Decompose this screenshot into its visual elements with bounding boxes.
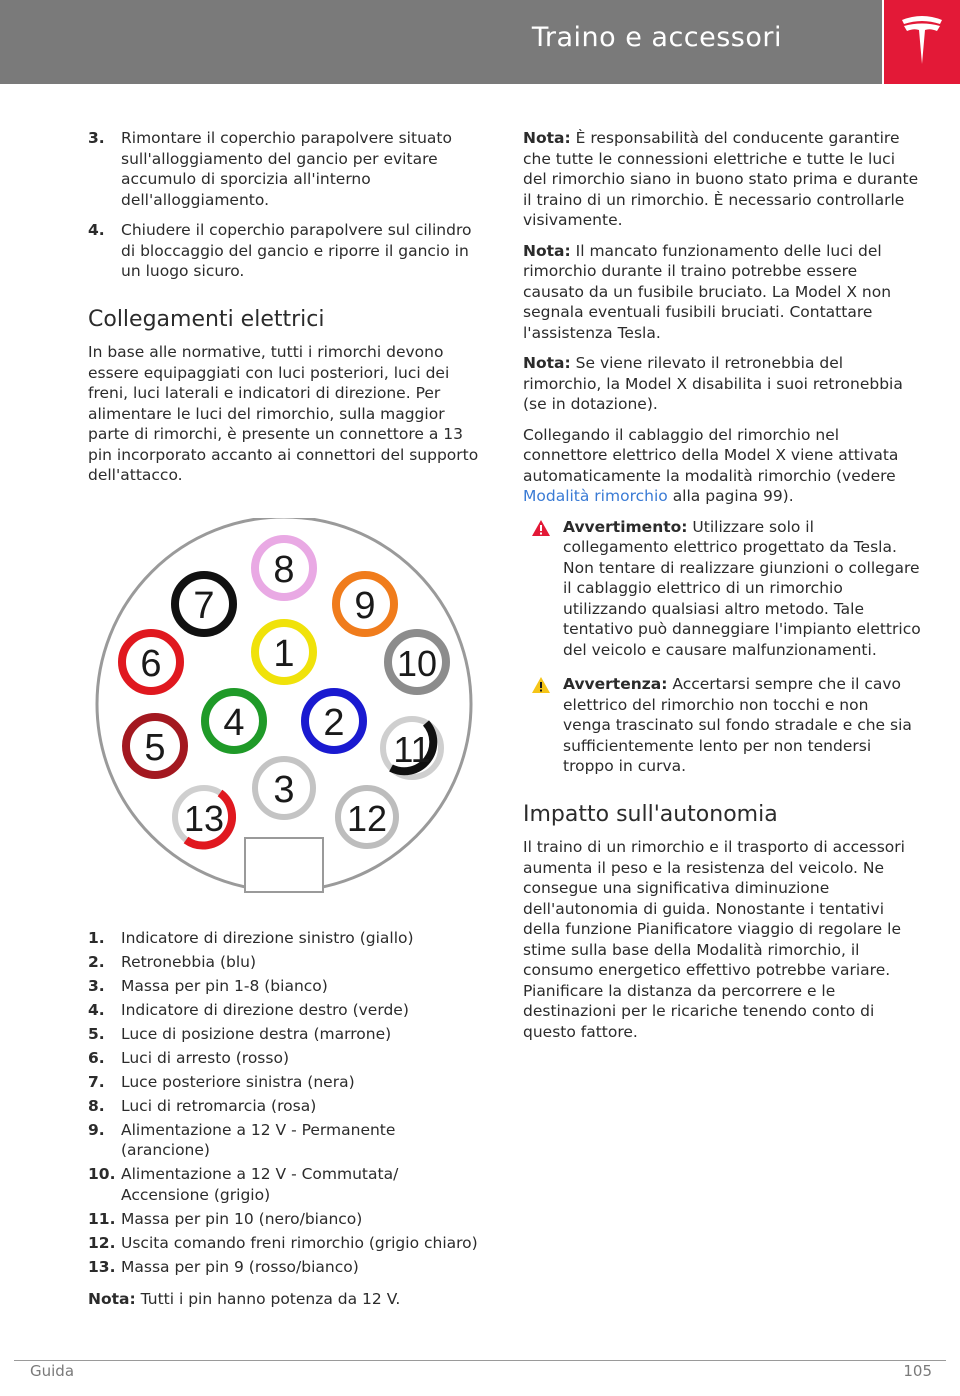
svg-text:1: 1: [273, 632, 295, 675]
pin-4: [205, 692, 263, 750]
step-text: Rimontare il coperchio parapolvere situato sull'alloggiamento del gancio per evitare accumulo di sporcizia all'interno dell'alloggiamento.: [121, 129, 452, 209]
connector-key-notch: [245, 838, 323, 892]
trailer-mode-link[interactable]: Modalità rimorchio: [523, 487, 668, 505]
electrical-intro: In base alle normative, tutti i rimorchi devono essere equipaggiati con luci posteriori, luci dei freni, luci laterali e indicatori di direzione. Per alimentare le luci del rimorchio, sulla maggior parte di rimorchi, è presente un connettore a 13 pin incorporato accanto ai connettori del supporto dell'attacco.: [88, 343, 479, 484]
pin-2: [305, 692, 363, 750]
svg-text:7: 7: [193, 584, 215, 627]
section-heading-range: Impatto sull'autonomia: [523, 801, 778, 827]
svg-text:6: 6: [140, 642, 162, 685]
list-item: 6. Luci di arresto (rosso): [88, 1048, 289, 1067]
svg-text:12: 12: [346, 797, 388, 839]
page-section-title: Traino e accessori: [531, 22, 782, 53]
header-bar: [0, 0, 882, 84]
svg-text:5: 5: [144, 726, 166, 769]
list-item: 5. Luce di posizione destra (marrone): [88, 1024, 392, 1043]
svg-text:10: 10: [396, 642, 438, 684]
pin-6: [122, 633, 180, 691]
list-item: 9. Alimentazione a 12 V - Permanente (arancione): [88, 1120, 396, 1159]
tesla-t-icon: [900, 14, 944, 68]
left-column: [88, 128, 488, 1320]
range-impact-text: Il traino di un rimorchio e il trasporto di accessori aumenta il peso e la resistenza del veicolo. Ne consegue una significativa diminuzione dell'autonomia di guida. Nonostante i tentativi della funzione Pianificatore viaggio di regolare le stime sulla base della Modalità rimorchio, il consumo energetico effettivo potrebbe variare. Pianificare la distanza da percorrere e le destinazioni per le ricariche tenendo conto di questo fattore.: [523, 838, 905, 1041]
connector-13-pin-svg: [88, 518, 488, 902]
warning-icon: [531, 519, 551, 537]
list-item: 1. Indicatore di direzione sinistro (giallo): [88, 928, 414, 947]
connector-diagram: [88, 518, 488, 902]
pin-3: [255, 759, 313, 817]
list-item: 8. Luci di retromarcia (rosa): [88, 1096, 317, 1115]
list-item: 7. Luce posteriore sinistra (nera): [88, 1072, 355, 1091]
svg-text:9: 9: [354, 584, 376, 627]
step-number: 4.: [88, 221, 105, 239]
svg-text:4: 4: [223, 701, 245, 744]
pin-9: [336, 575, 394, 633]
list-item: 13. Massa per pin 9 (rosso/bianco): [88, 1257, 359, 1276]
step-3: [88, 128, 488, 210]
svg-text:2: 2: [323, 701, 345, 744]
note-fuse: Nota: Il mancato funzionamento delle luci del rimorchio durante il traino potrebbe essere causato da un fusibile bruciato. La Model X non segnala eventuali fusibili bruciati. Contattare l'assistenza Tesla.: [523, 241, 892, 342]
svg-text:3: 3: [273, 768, 295, 811]
pin-8: [255, 539, 313, 597]
pin-10: [388, 633, 446, 691]
step-text: Chiudere il coperchio parapolvere sul cilindro di bloccaggio del gancio e riporre il gancio in un luogo sicuro.: [121, 221, 472, 280]
svg-text:8: 8: [273, 548, 295, 591]
pin-legend-list: [88, 928, 488, 1278]
list-item: 10. Alimentazione a 12 V - Commutata/ Accensione (grigio): [88, 1165, 399, 1204]
list-item: 12. Uscita comando freni rimorchio (grigio chiaro): [88, 1233, 478, 1252]
note-pins-voltage: Nota: Tutti i pin hanno potenza da 12 V.: [88, 1290, 401, 1308]
svg-text:11: 11: [393, 728, 431, 770]
pin-7: [175, 575, 233, 633]
warning-block: Avvertimento: Utilizzare solo il collegamento elettrico progettato da Tesla. Non tentare di realizzare giunzioni o collegare il cablaggio elettrico di un rimorchio utilizzando qualsiasi altro metodo. Tale tentativo può danneggiare l'impianto elettrico del veicolo e causare malfunzionamenti.: [523, 517, 921, 661]
list-item: 2. Retronebbia (blu): [88, 952, 257, 971]
right-column: [523, 128, 921, 1052]
pin-12: [338, 788, 396, 846]
pin-13: [175, 788, 233, 846]
caution-icon: [531, 676, 551, 694]
note-responsibility: Nota: È responsabilità del conducente garantire che tutte le connessioni elettriche e tutte le luci del rimorchio siano in buono stato prima e durante il traino di un rimorchio. È necessario controllarle visivamente.: [523, 129, 919, 229]
list-item: 4. Indicatore di direzione destro (verde): [88, 1000, 409, 1019]
step-4: [88, 220, 488, 282]
caution-block: Avvertenza: Accertarsi sempre che il cavo elettrico del rimorchio non tocchi e non venga trascinato sul fondo stradale e che sia sufficientemente lento per non tendersi troppo in curva.: [523, 674, 921, 777]
note-fog-light: Nota: Se viene rilevato il retronebbia del rimorchio, la Model X disabilita i suoi retronebbia (se in dotazione).: [523, 354, 903, 413]
list-item: 11. Massa per pin 10 (nero/bianco): [88, 1209, 363, 1228]
pin-5: [126, 717, 184, 775]
list-item: 3. Massa per pin 1-8 (bianco): [88, 976, 328, 995]
tesla-logo: [884, 0, 960, 84]
trailer-mode-paragraph: Collegando il cablaggio del rimorchio nel connettore elettrico della Model X viene attivata automaticamente la modalità rimorchio (vedere Modalità rimorchio alla pagina 99).: [523, 425, 899, 505]
footer-section-label: Guida: [30, 1362, 75, 1380]
svg-text:13: 13: [183, 797, 225, 839]
page-number: 105: [903, 1362, 932, 1380]
pin-1: [255, 623, 313, 681]
footer-divider: [14, 1360, 946, 1361]
pin-11: [383, 719, 441, 777]
step-number: 3.: [88, 129, 105, 147]
section-heading-electrical: Collegamenti elettrici: [88, 306, 325, 332]
